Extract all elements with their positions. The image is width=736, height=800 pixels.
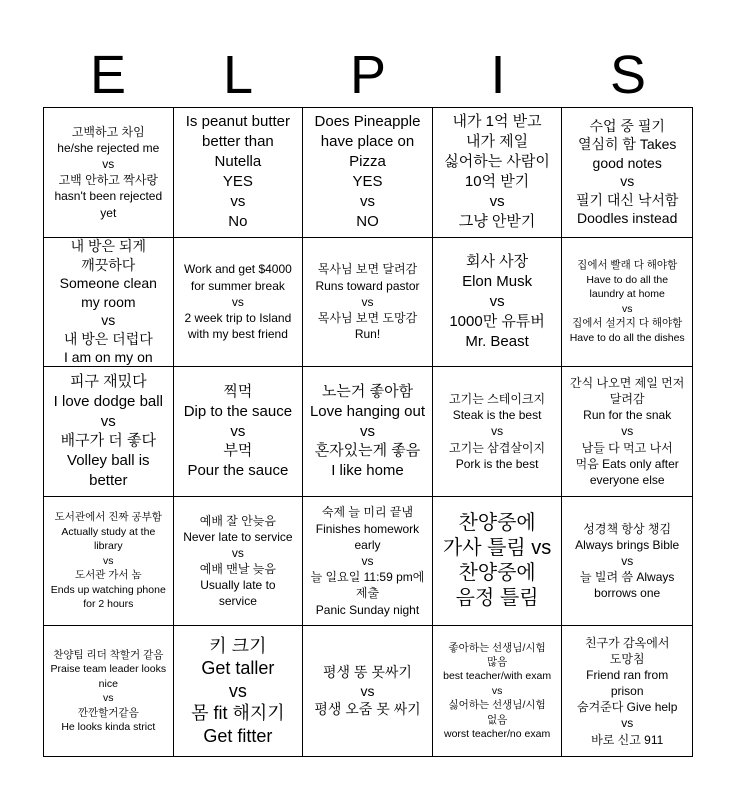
- bingo-cell: [174, 238, 304, 368]
- bingo-cell: [562, 626, 692, 756]
- cell-text: 목사님 보면 달려감 Runs toward pastor vs 목사님 보면 도망감 Run!: [315, 262, 420, 342]
- bingo-title: [43, 44, 693, 106]
- bingo-cell: [562, 238, 692, 368]
- bingo-cell: [303, 367, 433, 497]
- cell-text: 고기는 스테이크지 Steak is the best vs 고기는 삼겹살이지 Pork is the best: [449, 392, 546, 471]
- bingo-cell: [303, 626, 433, 756]
- bingo-cell: [433, 497, 563, 627]
- bingo-cell: [303, 497, 433, 627]
- bingo-cell: [44, 108, 174, 238]
- cell-text: 집에서 빨래 다 해야함 Have to do all the laundry at home vs 집에서 설거지 다 해야함 Have to do all the dishes: [569, 259, 685, 344]
- bingo-cell: [174, 626, 304, 756]
- bingo-cell: [44, 497, 174, 627]
- bingo-cell: [174, 367, 304, 497]
- bingo-cell: [44, 367, 174, 497]
- cell-text: 고백하고 차임 he/she rejected me vs 고백 안하고 짝사랑 hasn't been rejected yet: [54, 124, 163, 220]
- bingo-cell: [562, 367, 692, 497]
- cell-text: 평생 똥 못싸기 vs 평생 오줌 못 싸기: [314, 664, 421, 718]
- bingo-cell: [433, 626, 563, 756]
- cell-text: Work and get $4000 for summer break vs 2 week trip to Island with my best friend: [183, 262, 292, 342]
- bingo-cell: [562, 108, 692, 238]
- title-letter-l: L: [222, 45, 254, 105]
- bingo-cell: [303, 238, 433, 368]
- cell-text: 찬양중에 가사 틀림 vs 찬양중에 음정 틀림: [442, 512, 552, 610]
- cell-text: 내 방은 되게 깨끗하다 Someone clean my room vs 내 방은 더럽다 I am on my on: [59, 238, 157, 366]
- cell-text: 키 크기 Get taller vs 몸 fit 해지기 Get fitter: [191, 635, 285, 746]
- cell-text: 숙제 늘 미리 끝냄 Finishes homework early vs 늘 일요일 11:59 pm에 제출 Panic Sunday night: [310, 505, 425, 617]
- bingo-cell: [562, 497, 692, 627]
- bingo-cell: [174, 497, 304, 627]
- bingo-cell: [44, 626, 174, 756]
- cell-text: 찍먹 Dip to the sauce vs 부먹 Pour the sauce: [183, 382, 293, 480]
- cell-text: 친구가 감옥에서 도망침 Friend ran from prison 숨겨준다 Give help vs 바로 신고 911: [576, 635, 678, 747]
- title-letter-p: P: [349, 45, 387, 105]
- bingo-cell: [433, 367, 563, 497]
- cell-text: 찬양팀 리더 착할거 같음 Praise team leader looks nice vs 깐깐할거같음 He looks kinda strict: [50, 648, 167, 734]
- bingo-cell: [433, 238, 563, 368]
- cell-text: 피구 재밌다 I love dodge ball vs 배구가 더 좋다 Volley ball is better: [53, 372, 163, 490]
- bingo-board: [43, 107, 693, 757]
- cell-text: Is peanut butter better than Nutella YES vs No: [185, 113, 291, 231]
- cell-text: 회사 사장 Elon Musk vs 1000만 유튜버 Mr. Beast: [449, 253, 545, 350]
- bingo-cell: [44, 238, 174, 368]
- title-letter-e: E: [89, 45, 127, 105]
- cell-text: Does Pineapple have place on Pizza YES vs NO: [314, 113, 421, 231]
- cell-text: 성경책 항상 챙김 Always brings Bible vs 늘 빌려 씀 Always borrows one: [575, 521, 680, 601]
- title-letter-s: S: [609, 45, 647, 105]
- cell-text: 도서관에서 진짜 공부함 Actually study at the library vs 도서관 가서 놈 Ends up watching phone for 2 hours: [50, 511, 166, 611]
- bingo-cell: [303, 108, 433, 238]
- cell-text: 좋아하는 선생님/시험 많음 best teacher/with exam vs 싫어하는 선생님/시험 없음 worst teacher/no exam: [443, 641, 552, 741]
- bingo-cell: [433, 108, 563, 238]
- cell-text: 내가 1억 받고 내가 제일 싫어하는 사람이 10억 받기 vs 그냥 안받기: [444, 113, 550, 231]
- cell-text: 수업 중 필기 열심히 함 Takes good notes vs 필기 대신 낙서함 Doodles instead: [575, 117, 679, 227]
- bingo-cell: [174, 108, 304, 238]
- title-letter-i: I: [490, 45, 506, 105]
- cell-text: 간식 나오면 제일 먼저 달려감 Run for the snak vs 남들 다 먹고 나서 먹음 Eats only after everyone else: [570, 375, 685, 487]
- cell-text: 노는거 좋아함 Love hanging out vs 혼자있는게 좋음 I like home: [309, 382, 426, 480]
- cell-text: 예배 잘 안늦음 Never late to service vs 예배 맨날 늦음 Usually late to service: [183, 513, 293, 609]
